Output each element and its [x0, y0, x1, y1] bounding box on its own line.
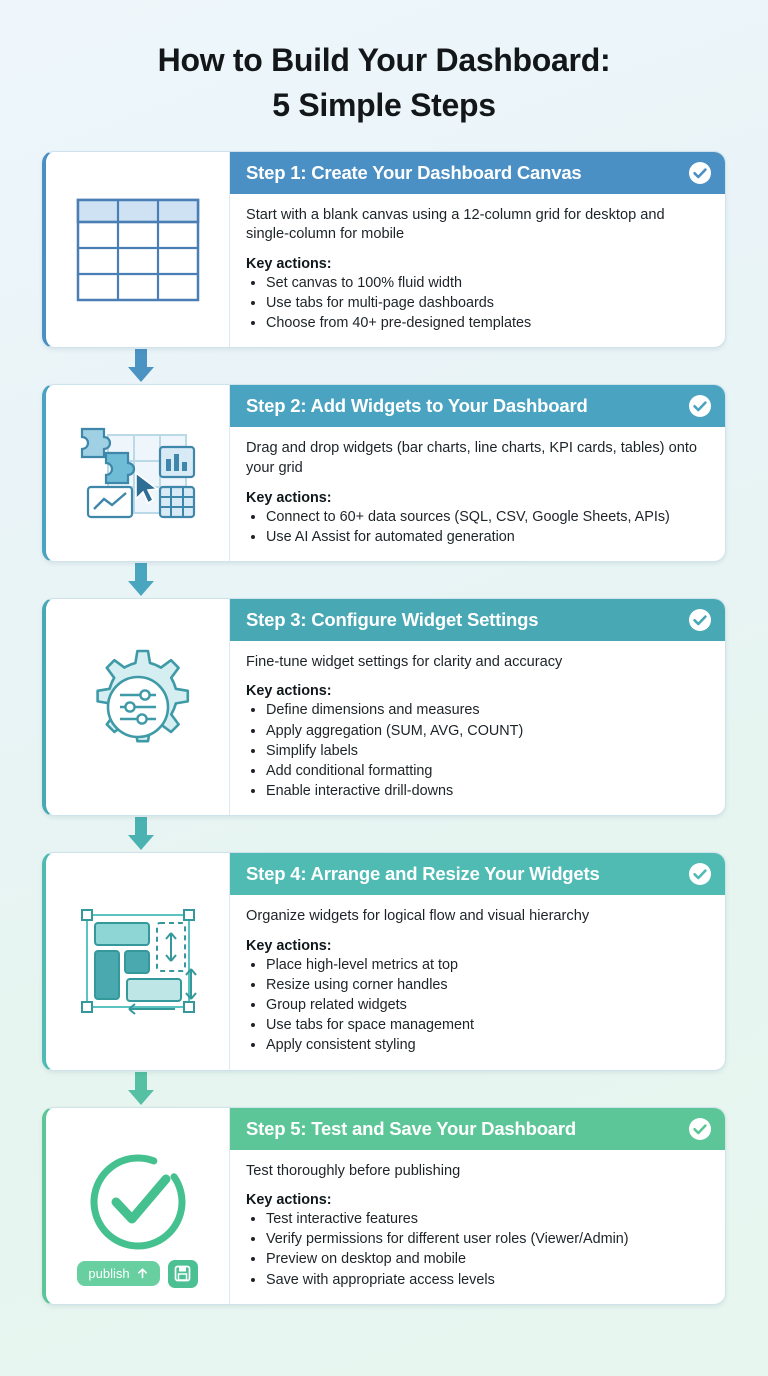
step-2-content	[230, 427, 725, 560]
step-5-icon-container	[46, 1108, 230, 1304]
step-2-description: Drag and drop widgets (bar charts, line charts, KPI cards, tables) onto your grid	[246, 440, 698, 476]
list-item: • Choose from 40+ pre-designed templates	[266, 314, 709, 333]
step-3-header	[230, 599, 725, 641]
step-3-content	[230, 641, 725, 815]
check-circle-icon	[689, 1118, 711, 1140]
step-2-actions	[266, 508, 709, 547]
list-item: • Preview on desktop and mobile	[266, 1250, 709, 1269]
step-5-content	[230, 1150, 725, 1304]
step-4-body	[230, 853, 725, 1069]
step-2-body	[230, 385, 725, 560]
check-circle-icon	[689, 863, 711, 885]
arrow-4-to-5	[42, 1071, 726, 1107]
check-circle-large-icon	[78, 1146, 198, 1266]
step-1-content	[230, 194, 725, 348]
list-item: • Add conditional formatting	[266, 762, 709, 781]
list-item: • Verify permissions for different user roles (Viewer/Admin)	[266, 1230, 709, 1249]
step-5-header-text: Step 5: Test and Save Your Dashboard	[246, 1117, 577, 1139]
step-card-5[interactable]	[42, 1107, 726, 1305]
list-item: • Enable interactive drill-downs	[266, 782, 709, 801]
step-2-icon-container	[46, 385, 230, 560]
publish-button[interactable]	[77, 1261, 159, 1286]
step-card-4[interactable]	[42, 852, 726, 1070]
list-item: • Connect to 60+ data sources (SQL, CSV, Google Sheets, APIs)	[266, 508, 709, 527]
step-4-description: Organize widgets for logical flow and visual hierarchy	[246, 908, 590, 925]
list-item: • Apply aggregation (SUM, AVG, COUNT)	[266, 722, 709, 741]
upload-arrow-icon	[136, 1267, 149, 1280]
step-1-body	[230, 152, 725, 348]
step-1-icon-container	[46, 152, 230, 348]
step-4-content	[230, 895, 725, 1069]
gear-settings-icon	[75, 645, 201, 769]
step-card-2[interactable]	[42, 384, 726, 561]
page-title	[42, 0, 726, 129]
save-button[interactable]	[168, 1260, 198, 1288]
list-item: • Resize using corner handles	[266, 976, 709, 995]
list-item: • Group related widgets	[266, 996, 709, 1015]
list-item: • Save with appropriate access levels	[266, 1271, 709, 1290]
step-3-body	[230, 599, 725, 815]
step-1-header-text: Step 1: Create Your Dashboard Canvas	[246, 161, 582, 183]
step-5-header	[230, 1108, 725, 1150]
check-circle-icon	[689, 162, 711, 184]
step-1-actions	[266, 274, 709, 333]
step-3-description: Fine-tune widget settings for clarity and accuracy	[246, 653, 563, 670]
grid-table-icon	[76, 198, 200, 302]
list-item: • Use AI Assist for automated generation	[266, 528, 709, 547]
step-2-header	[230, 385, 725, 427]
publish-button-label: publish	[88, 1266, 130, 1282]
arrow-2-to-3	[42, 562, 726, 598]
puzzle-widgets-icon	[72, 413, 204, 533]
resize-layout-icon	[71, 903, 205, 1019]
step-4-header-text: Step 4: Arrange and Resize Your Widgets	[246, 863, 600, 885]
check-circle-icon	[689, 395, 711, 417]
list-item: • Define dimensions and measures	[266, 701, 709, 720]
list-item: • Set canvas to 100% fluid width	[266, 274, 709, 293]
list-item: • Test interactive features	[266, 1210, 709, 1229]
arrow-1-to-2	[42, 348, 726, 384]
check-circle-icon	[689, 609, 711, 631]
step-4-key-actions-label: Key actions:	[246, 937, 332, 954]
list-item: • Simplify labels	[266, 742, 709, 761]
step-5-badges	[46, 1260, 229, 1288]
step-3-icon-container	[46, 599, 230, 815]
list-item: • Place high-level metrics at top	[266, 956, 709, 975]
step-4-icon-container	[46, 853, 230, 1069]
step-1-key-actions-label: Key actions:	[246, 255, 332, 272]
step-5-actions	[266, 1210, 709, 1290]
step-card-3[interactable]	[42, 598, 726, 816]
step-4-actions	[266, 956, 709, 1056]
step-5-body	[230, 1108, 725, 1304]
step-5-key-actions-label: Key actions:	[246, 1192, 332, 1209]
step-5-description: Test thoroughly before publishing	[246, 1162, 461, 1179]
arrow-3-to-4	[42, 816, 726, 852]
list-item: • Use tabs for space management	[266, 1016, 709, 1035]
step-card-1[interactable]	[42, 151, 726, 349]
step-1-description: Start with a blank canvas using a 12-column grid for desktop and single-column for mobile	[246, 206, 665, 243]
step-2-key-actions-label: Key actions:	[246, 489, 332, 506]
list-item: • Use tabs for multi-page dashboards	[266, 294, 709, 313]
step-3-actions	[266, 701, 709, 801]
page-title-line1: How to Build Your Dashboard:	[157, 42, 611, 78]
step-2-header-text: Step 2: Add Widgets to Your Dashboard	[246, 395, 588, 417]
step-1-header	[230, 152, 725, 194]
steps-list	[42, 151, 726, 1305]
step-3-header-text: Step 3: Configure Widget Settings	[246, 608, 539, 630]
floppy-disk-icon	[174, 1265, 191, 1282]
step-4-header	[230, 853, 725, 895]
list-item: • Apply consistent styling	[266, 1036, 709, 1055]
page-title-line2: 5 Simple Steps	[272, 87, 496, 124]
step-3-key-actions-label: Key actions:	[246, 683, 332, 700]
